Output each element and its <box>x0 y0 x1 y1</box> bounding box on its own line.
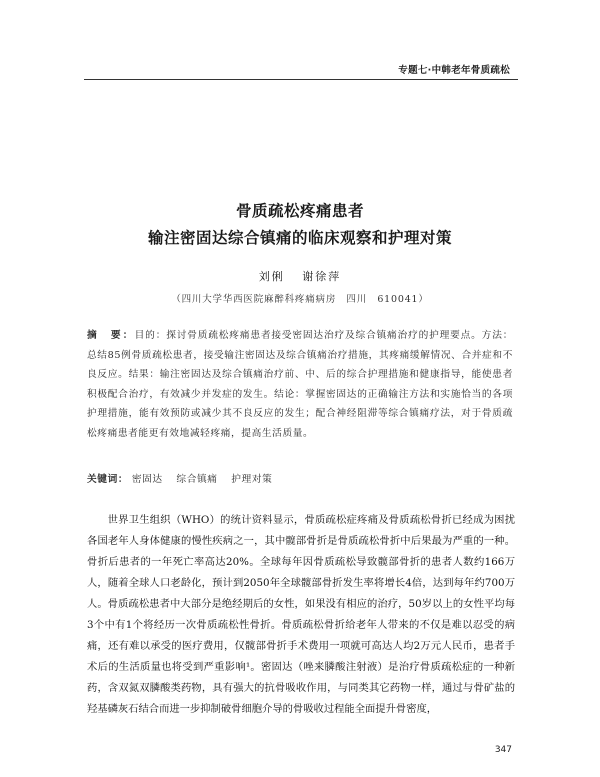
page-number: 347 <box>494 745 512 755</box>
article-title-line-1: 骨质疏松疼痛患者 <box>235 202 364 220</box>
keywords-label: 关键词： <box>87 474 129 485</box>
running-head: 专题七·中韩老年骨质疏松 <box>398 65 510 76</box>
keyword: 护理对策 <box>231 474 273 485</box>
author-name: 刘俐 <box>258 270 285 283</box>
body-paragraph: 世界卫生组织（WHO）的统计资料显示，骨质疏松症疼痛及骨质疏松骨折已经成为困扰各国老年人身体健康的慢性疾病之一，其中髋部骨折是骨质疏松骨折中后果最为严重的一种。骨折后患者的一年死亡率高达20%。全球每年因骨质疏松导致髋部骨折的患者人数约166万人，随着全球人口老龄化，预计到2050年全球髋部骨折发生率将增长4倍，达到每年约700万人。骨质疏松患者中大部分是绝经期后的女性，如果没有相应的治疗，50岁以上的女性平均每3个中有1个将经历一次骨质疏松性骨折。骨质疏松骨折给老年人带来的不仅是难以忍受的病痛，还有难以承受的医疗费用，仅髋部骨折手术费用一项就可高达人均2万元人民币，患者手术后的生活质量也将受到严重影响¹。密固达（唑来膦酸注射液）是治疗骨质疏松症的一种新药，含双氮双膦酸类药物，具有强大的抗骨吸收作用，与同类其它药物一样，通过与骨矿盐的羟基磷灰石结合而进一步抑制破骨细胞介导的骨吸收过程能全面提升骨密度， <box>87 514 515 715</box>
header-rule <box>84 79 518 80</box>
author-affiliation: （四川大学华西医院麻醉科疼痛病房 四川 610041） <box>171 294 429 305</box>
abstract <box>87 326 513 443</box>
abstract-text: 目的：探讨骨质疏松疼痛患者接受密固达治疗及综合镇痛治疗的护理要点。方法：总结85例骨质疏松患者，接受输注密固达及综合镇痛治疗措施，其疼痛缓解情况、合并症和不良反应。结果：输注密固达及综合镇痛治疗前、中、后的综合护理措施和健康指导，能使患者积极配合治疗，有效减少并发症的发生。结论：掌握密固达的正确输注方法和实施恰当的各项护理措施，能有效预防或减少其不良反应的发生；配合神经阻滞等综合镇痛疗法，对于骨质疏松疼痛患者能更有效地减轻疼痛，提高生活质量。 <box>87 330 513 439</box>
author-name: 谢徐萍 <box>302 270 342 283</box>
keyword: 密固达 <box>131 474 163 485</box>
keyword: 综合镇痛 <box>176 474 218 485</box>
keywords <box>87 471 513 485</box>
author-list <box>0 268 600 284</box>
article-title-line-2: 输注密固达综合镇痛的临床观察和护理对策 <box>147 229 452 247</box>
abstract-label: 摘 要： <box>87 330 135 341</box>
